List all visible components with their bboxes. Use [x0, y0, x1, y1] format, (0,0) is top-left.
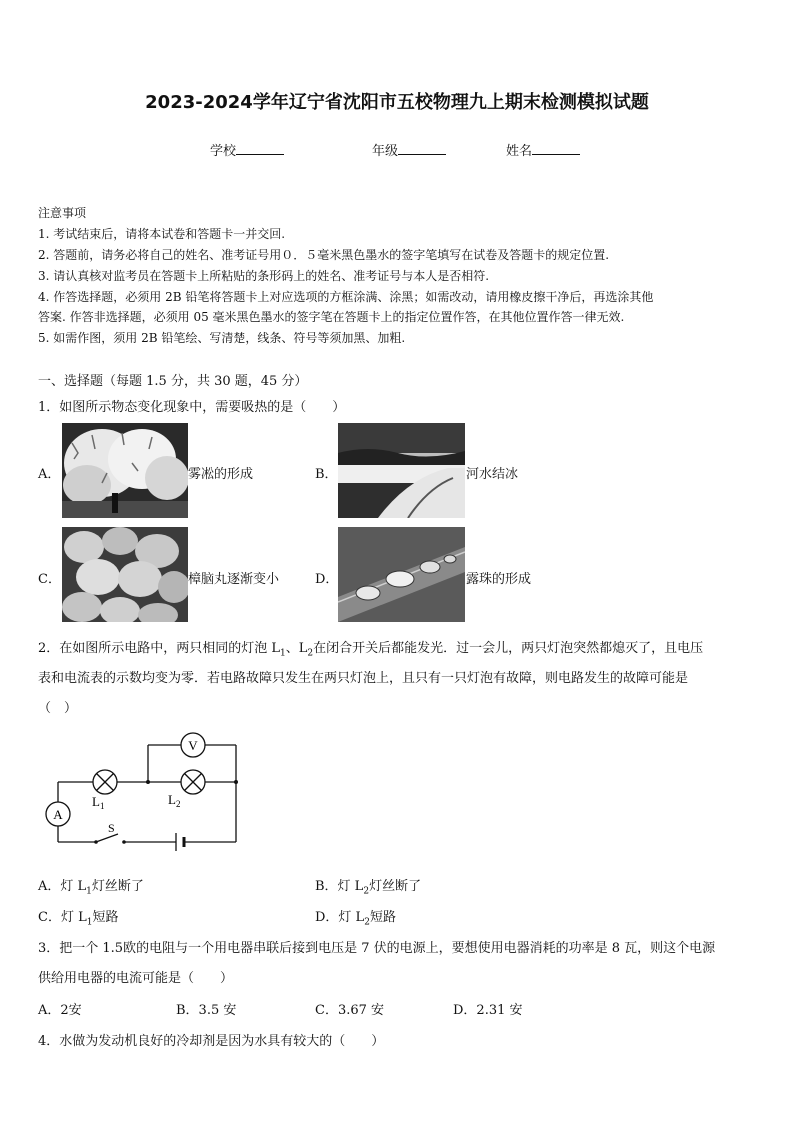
l1-label: [92, 794, 104, 811]
q2-d-sub: 2: [364, 917, 370, 928]
q1-option-a-label: A．: [38, 467, 61, 482]
question-1-stem: 1．如图所示物态变化现象中，需要吸热的是（ ）: [38, 400, 346, 415]
notice-item: 答案. 作答非选择题，必须用 05 毫米黑色墨水的签字笔在答题卡上的指定位置作答，在其他位置作答一律无效.: [38, 310, 625, 324]
q2-text: 2．在如图所示电路中，两只相同的灯泡 L: [38, 641, 281, 656]
q2-b-text: 灯丝断了: [369, 879, 422, 894]
ammeter-label: A: [53, 807, 63, 822]
q2-sub: 1: [280, 648, 286, 659]
school-blank: [236, 142, 284, 155]
q2-a-text: 灯丝断了: [91, 879, 144, 894]
name-blank: [532, 142, 580, 155]
q2-option-c: [38, 906, 118, 928]
l2-subscript: 2: [175, 799, 181, 809]
question-3-stem-line2: 供给用电器的电流可能是（ ）: [38, 971, 234, 986]
q2-c-text: 短路: [92, 910, 119, 925]
q2-text: 、L: [285, 641, 308, 656]
q1-option-c-label: C．: [38, 572, 61, 587]
q1-option-c-text: 樟脑丸逐渐变小: [188, 572, 280, 587]
q2-option-a: [38, 875, 144, 897]
name-label: 姓名: [506, 144, 533, 159]
voltmeter-label: V: [188, 738, 198, 753]
q2-option-d: [315, 906, 396, 928]
q2-a-sub: 1: [86, 886, 92, 897]
question-2-stem-line2: 表和电流表的示数均变为零．若电路故障只发生在两只灯泡上，且只有一只灯泡有故障，则电路发生的故障可能是: [38, 671, 689, 686]
l1-letter: L: [92, 794, 100, 809]
page-title: 2023-2024学年辽宁省沈阳市五校物理九上期末检测模拟试题: [145, 92, 649, 113]
notice-item: 3. 请认真核对监考员在答题卡上所粘贴的条形码上的姓名、准考证号与本人是否相符.: [38, 269, 490, 283]
name-field: [506, 140, 580, 159]
notice-item: 5. 如需作图，须用 2B 铅笔绘、写清楚，线条、符号等须加黑、加粗.: [38, 331, 406, 345]
school-label: 学校: [210, 144, 237, 159]
q2-text: 在闭合开关后都能发光．过一会儿，两只灯泡突然都熄灭了，且电压: [313, 641, 704, 656]
q1-option-d-label: D．: [315, 572, 339, 587]
l2-label: [168, 792, 180, 809]
school-field: [210, 140, 284, 159]
notice-item: 1. 考试结束后，请将本试卷和答题卡一并交回.: [38, 227, 286, 241]
q3-option-d: D．2.31 安: [453, 1003, 523, 1018]
q1-option-a-text: 雾凇的形成: [188, 467, 254, 482]
q2-d-text: D．灯 L: [315, 910, 365, 925]
q1-option-d-text: 露珠的形成: [466, 572, 532, 587]
q2-b-sub: 2: [363, 886, 370, 897]
mothballs-photo: [62, 527, 188, 622]
notice-item: 2. 答题前，请务必将自己的姓名、准考证号用０．５毫米黑色墨水的签字笔填写在试卷及答题卡的规定位置.: [38, 248, 610, 262]
question-4-stem: 4．水做为发动机良好的冷却剂是因为水具有较大的（ ）: [38, 1034, 385, 1049]
l1-subscript: 1: [99, 801, 105, 811]
l2-letter: L: [168, 792, 176, 807]
q3-option-a: A．2安: [38, 1003, 82, 1018]
question-2-stem-line3: （ ）: [38, 701, 78, 716]
q2-b-text: B．灯 L: [315, 879, 364, 894]
q2-option-b: [315, 875, 421, 897]
circuit-diagram: [38, 732, 248, 862]
rime-photo: [62, 423, 188, 518]
notice-heading: 注意事项: [38, 206, 87, 220]
question-3-stem-line1: 3．把一个 1.5欧的电阻与一个用电器串联后接到电压是 7 伏的电源上，要想使用电器消耗的功率是 8 瓦，则这个电源: [38, 941, 716, 956]
q2-a-text: A．灯 L: [38, 879, 87, 894]
notice-item: 4. 作答选择题，必须用 2B 铅笔将答题卡上对应选项的方框涂满、涂黑；如需改动，请用橡皮擦干净后，再选涂其他: [38, 290, 654, 304]
q2-c-sub: 1: [86, 917, 93, 928]
grade-field: [372, 140, 446, 159]
dew-photo: [338, 527, 465, 622]
q2-sub: 2: [307, 648, 314, 659]
grade-blank: [398, 142, 446, 155]
q3-option-b: B．3.5 安: [176, 1003, 237, 1018]
frozen-river-photo: [338, 423, 465, 518]
question-2-stem-line1: [38, 637, 703, 659]
q1-option-b-label: B．: [315, 467, 338, 482]
switch-label: S: [108, 821, 115, 835]
grade-label: 年级: [372, 144, 399, 159]
q3-option-c: C．3.67 安: [315, 1003, 385, 1018]
q2-d-text: 短路: [369, 910, 396, 925]
q2-c-text: C．灯 L: [38, 910, 87, 925]
q1-option-b-text: 河水结冰: [466, 467, 519, 482]
section-heading: 一、选择题（每题 1.5 分，共 30 题，45 分）: [38, 374, 308, 389]
